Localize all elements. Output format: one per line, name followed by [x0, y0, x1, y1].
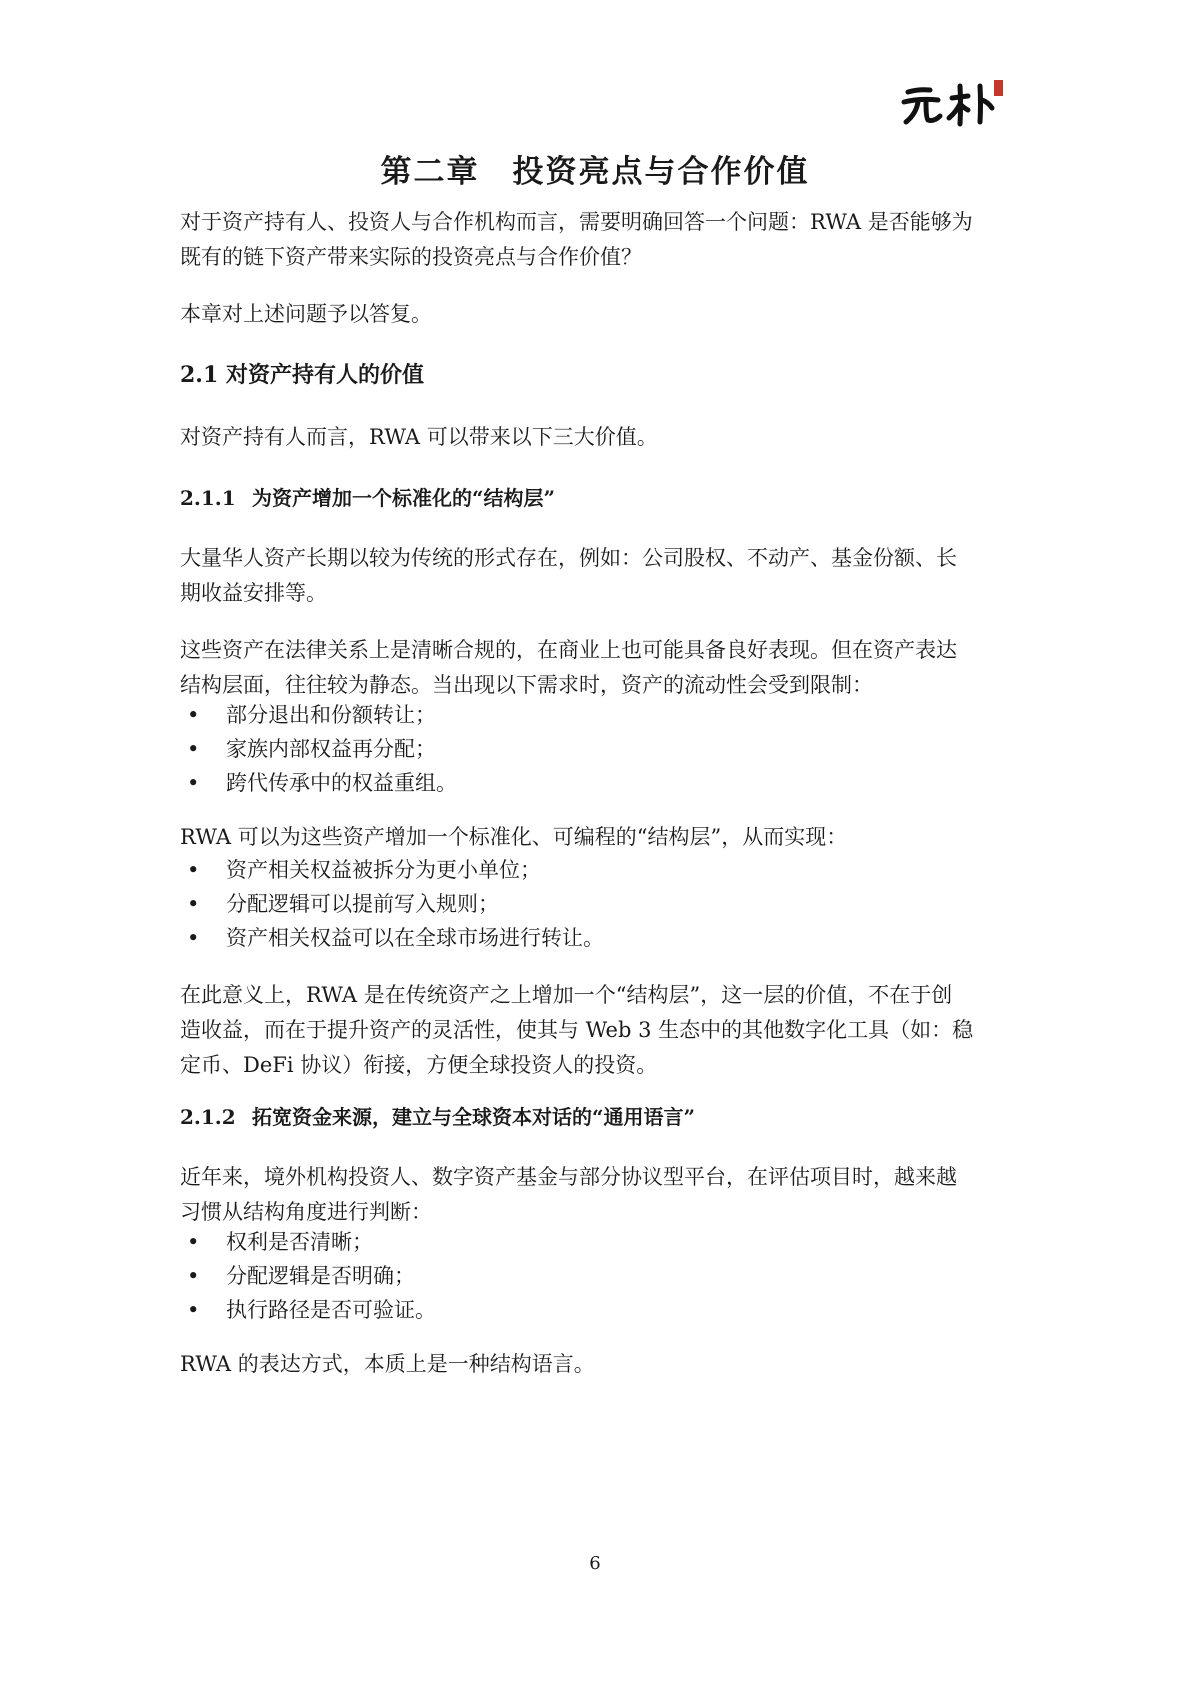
subsection-title: 为资产增加一个标准化的“结构层”	[252, 486, 556, 510]
text-line: 在此意义上，RWA 是在传统资产之上增加一个“结构层”，这一层的价值，不在于创	[180, 983, 953, 1007]
section-2-1-1-paragraph-4	[180, 978, 1010, 1083]
section-2-1-1-list-2	[180, 853, 1010, 955]
list-item	[180, 887, 1010, 921]
section-2-1-2-list-1	[180, 1225, 1010, 1327]
section-number: 2.1	[180, 362, 219, 388]
list-item-text: 资产相关权益可以在全球市场进行转让。	[226, 926, 604, 950]
text-line: 造收益，而在于提升资产的灵活性，使其与 Web 3 生态中的其他数字化工具（如：稳	[180, 1018, 974, 1042]
section-2-1-1-paragraph-1	[180, 541, 1010, 611]
text-line: 近年来，境外机构投资人、数字资产基金与部分协议型平台，在评估项目时，越来越	[180, 1165, 957, 1189]
list-item	[180, 698, 1010, 732]
list-item-text: 分配逻辑可以提前写入规则；	[226, 892, 499, 916]
page-number: 6	[589, 1553, 601, 1574]
bullet-icon: •	[187, 892, 200, 916]
list-item-text: 权利是否清晰；	[226, 1230, 373, 1254]
list-item	[180, 766, 1010, 800]
section-2-1-intro: 对资产持有人而言，RWA 可以带来以下三大价值。	[180, 425, 658, 449]
subsection-number: 2.1.1	[180, 486, 236, 510]
list-item-text: 资产相关权益被拆分为更小单位；	[226, 858, 541, 882]
list-item	[180, 732, 1010, 766]
list-item-text: 分配逻辑是否明确；	[226, 1264, 415, 1288]
list-item-text: 执行路径是否可验证。	[226, 1298, 436, 1322]
subsection-number: 2.1.2	[180, 1105, 236, 1129]
intro-line-1: 对于资产持有人、投资人与合作机构而言，需要明确回答一个问题：RWA 是否能够为	[180, 210, 973, 234]
intro-answer-paragraph: 本章对上述问题予以答复。	[180, 302, 432, 326]
text-line: 这些资产在法律关系上是清晰合规的，在商业上也可能具备良好表现。但在资产表达	[180, 638, 957, 662]
section-2-1-heading	[180, 358, 424, 393]
list-item	[180, 853, 1010, 887]
text-line: 习惯从结构角度进行判断：	[180, 1200, 432, 1224]
list-item	[180, 1225, 1010, 1259]
list-item	[180, 1293, 1010, 1327]
intro-line-2: 既有的链下资产带来实际的投资亮点与合作价值？	[180, 245, 642, 269]
logo-calligraphy	[904, 86, 992, 124]
logo-seal	[994, 80, 1003, 96]
chapter-title: 第二章 投资亮点与合作价值	[380, 154, 810, 190]
section-2-1-1-heading	[180, 481, 555, 516]
bullet-icon: •	[187, 1230, 200, 1254]
bullet-icon: •	[187, 858, 200, 882]
bullet-icon: •	[187, 1264, 200, 1288]
bullet-icon: •	[187, 737, 200, 761]
section-2-1-2-paragraph-2: RWA 的表达方式，本质上是一种结构语言。	[180, 1352, 595, 1376]
text-line: 大量华人资产长期以较为传统的形式存在，例如：公司股权、不动产、基金份额、长	[180, 546, 957, 570]
subsection-title: 拓宽资金来源，建立与全球资本对话的“通用语言”	[252, 1105, 696, 1129]
section-title: 对资产持有人的价值	[226, 362, 425, 388]
text-line: 结构层面，往往较为静态。当出现以下需求时，资产的流动性会受到限制：	[180, 673, 873, 697]
intro-paragraph	[180, 205, 1010, 275]
section-2-1-2-paragraph-1	[180, 1160, 1010, 1230]
section-2-1-2-heading	[180, 1100, 695, 1135]
section-2-1-1-list-1	[180, 698, 1010, 800]
bullet-icon: •	[187, 771, 200, 795]
section-2-1-1-paragraph-2	[180, 633, 1010, 703]
list-item	[180, 921, 1010, 955]
list-item-text: 部分退出和份额转让；	[226, 703, 436, 727]
bullet-icon: •	[187, 926, 200, 950]
bullet-icon: •	[187, 1298, 200, 1322]
list-item-text: 家族内部权益再分配；	[226, 737, 436, 761]
text-line: 期收益安排等。	[180, 581, 327, 605]
list-item-text: 跨代传承中的权益重组。	[226, 771, 457, 795]
list-item	[180, 1259, 1010, 1293]
yuanpu-logo	[898, 78, 1008, 130]
section-2-1-1-paragraph-3: RWA 可以为这些资产增加一个标准化、可编程的“结构层”，从而实现：	[180, 825, 848, 849]
text-line: 定币、DeFi 协议）衔接，方便全球投资人的投资。	[180, 1053, 658, 1077]
bullet-icon: •	[187, 703, 200, 727]
